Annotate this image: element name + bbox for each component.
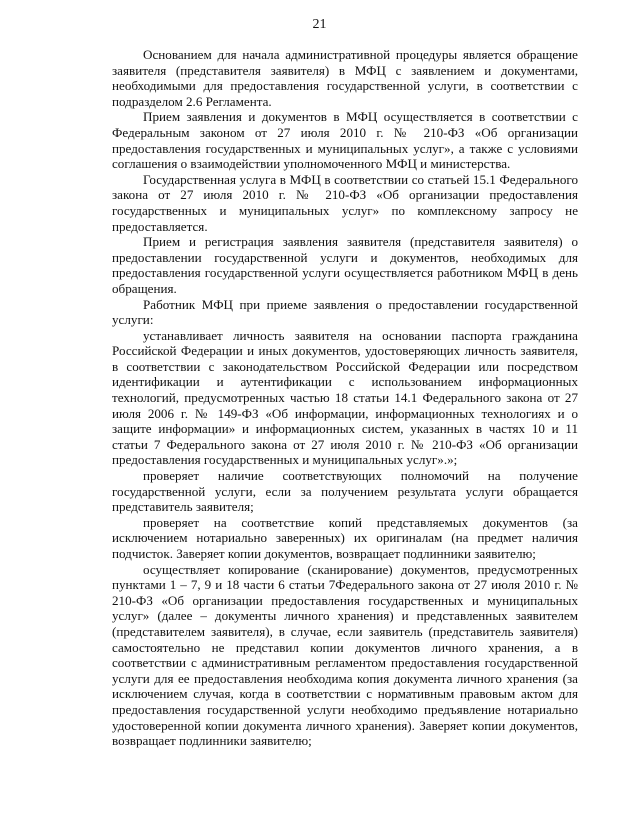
paragraph-acceptance: Прием заявления и документов в МФЦ осуществляется в соответствии с Федеральным законом от 27 июля 2010 г. № 210-ФЗ «Об организации предоставления государственных и муниципальных услуг», а также с условиями соглашения о взаимодействии уполномоченного МФЦ и министерства. [112,109,578,172]
paragraph-identity-check: устанавливает личность заявителя на основании паспорта гражданина Российской Федерации и иных документов, удостоверяющих личность заявителя, в соответствии с законодательством Российской Федерации или посредством идентификации и аутентификации с использованием информационных технологий, предусмотренных частью 18 статьи 14.1 Федерального закона от 27 июля 2006 г. № 149-ФЗ «Об информации, информационных технологиях и о защите информации» и информационных систем, указанных в частях 10 и 11 статьи 7 Федерального закона от 27 июля 2010 г. № 210-ФЗ «Об организации предоставления государственных и муниципальных услуг».»; [112,327,578,468]
page-number: 21 [312,17,327,32]
paragraph-worker-duties-intro: Работник МФЦ при приеме заявления о предоставлении государственной услуги: [112,296,578,328]
paragraph-basis: Основанием для начала административной процедуры является обращение заявителя (представителя заявителя) в МФЦ с заявлением и документами, необходимыми для предоставления государственной услуги, в соответствии с подразделом 2.6 Регламента. [112,47,578,109]
document-body [112,47,578,749]
paragraph-complex-request: Государственная услуга в МФЦ в соответствии со статьей 15.1 Федерального закона от 27 июля 2010 г. № 210-ФЗ «Об организации предоставления государственных и муниципальных услуг» по комплексному запросу не предоставляется. [112,171,578,234]
paragraph-copy-scanning: осуществляет копирование (сканирование) документов, предусмотренных пунктами 1 – 7, 9 и 18 части 6 статьи 7Федерального закона от 27 июля 2010 г. № 210-ФЗ «Об организации предоставления государственных и муниципальных услуг» (далее – документы личного хранения) и представленных заявителем (представителем заявителя), в случае, если заявитель (представитель заявителя) самостоятельно не представил копии документов личного хранения, а в соответствии с административным регламентом предоставления государственной услуги для ее предоставления необходима копия документа личного хранения (за исключением случая, когда в соответствии с нормативным правовым актом для предоставления государственной услуги необходимо предъявление нотариально удостоверенной копии документа личного хранения). Заверяет копии документов, возвращает подлинники заявителю; [112,561,578,749]
paragraph-copy-verification: проверяет на соответствие копий представляемых документов (за исключением нотариально заверенных) их оригиналам (на предмет наличия подчисток. Заверяет копии документов, возвращает подлинники заявителю; [112,514,578,561]
paragraph-authority-check: проверяет наличие соответствующих полномочий на получение государственной услуги, если за получением результата услуги обращается представитель заявителя; [112,468,578,515]
paragraph-registration: Прием и регистрация заявления заявителя (представителя заявителя) о предоставлении государственной услуги и документов, необходимых для предоставления государственной услуги осуществляется работником МФЦ в день обращения. [112,234,578,296]
